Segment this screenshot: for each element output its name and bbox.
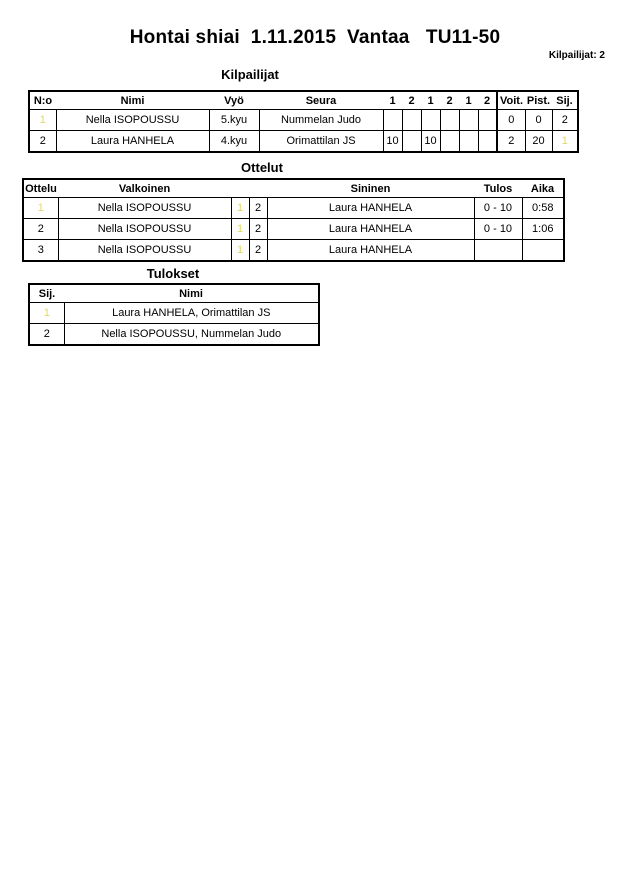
cell-blue-competitor-no: 2	[249, 219, 267, 240]
cell-score	[402, 131, 421, 153]
cell-match-no: 1	[23, 198, 58, 219]
cell-blue-name: Laura HANHELA	[267, 240, 474, 262]
col-header-voit: Voit.	[497, 91, 525, 110]
cell-score	[459, 110, 478, 131]
cell-blue-competitor-no: 2	[249, 240, 267, 262]
col-header-white-no	[231, 179, 249, 198]
col-header-score-4: 2	[440, 91, 459, 110]
cell-result	[474, 240, 522, 262]
cell-placement: 2	[29, 324, 64, 346]
ottelut-table	[22, 178, 565, 262]
cell-white-name: Nella ISOPOUSSU	[58, 219, 231, 240]
table-row	[23, 198, 564, 219]
cell-voit: 2	[497, 131, 525, 153]
cell-white-competitor-no: 1	[231, 198, 249, 219]
cell-white-name: Nella ISOPOUSSU	[58, 240, 231, 262]
page-title: Hontai shiai 1.11.2015 Vantaa TU11-50	[129, 27, 501, 48]
col-header-ottelu: Ottelu	[23, 179, 58, 198]
col-header-valkoinen: Valkoinen	[58, 179, 231, 198]
cell-blue-name: Laura HANHELA	[267, 219, 474, 240]
competitor-count: Kilpailijat: 2	[548, 50, 605, 61]
cell-match-no: 2	[23, 219, 58, 240]
cell-time: 0:58	[522, 198, 564, 219]
cell-score	[478, 110, 497, 131]
col-header-sij: Sij.	[29, 284, 64, 303]
cell-time: 1:06	[522, 219, 564, 240]
cell-nimi: Laura HANHELA	[56, 131, 209, 153]
ottelut-header-row	[23, 179, 564, 198]
col-header-score-6: 2	[478, 91, 497, 110]
cell-score	[478, 131, 497, 153]
cell-nimi: Nella ISOPOUSSU	[56, 110, 209, 131]
cell-pist: 0	[525, 110, 552, 131]
tulokset-header-row	[29, 284, 319, 303]
cell-name-club: Laura HANHELA, Orimattilan JS	[64, 303, 319, 324]
col-header-nimi: Nimi	[64, 284, 319, 303]
table-row	[29, 324, 319, 346]
cell-result: 0 - 10	[474, 219, 522, 240]
table-row	[29, 110, 578, 131]
col-header-score-5: 1	[459, 91, 478, 110]
cell-score	[440, 131, 459, 153]
cell-white-name: Nella ISOPOUSSU	[58, 198, 231, 219]
cell-voit: 0	[497, 110, 525, 131]
cell-time	[522, 240, 564, 262]
col-header-score-2: 2	[402, 91, 421, 110]
section-heading-kilpailijat: Kilpailijat	[221, 67, 279, 82]
cell-white-competitor-no: 1	[231, 219, 249, 240]
section-heading-ottelut: Ottelut	[241, 160, 283, 175]
tulokset-table	[28, 283, 320, 346]
col-header-aika: Aika	[522, 179, 564, 198]
cell-vyo: 4.kyu	[209, 131, 259, 153]
col-header-seura: Seura	[259, 91, 383, 110]
col-header-blue-no	[249, 179, 267, 198]
col-header-vyo: Vyö	[209, 91, 259, 110]
table-row	[29, 131, 578, 153]
cell-seura: Orimattilan JS	[259, 131, 383, 153]
cell-blue-name: Laura HANHELA	[267, 198, 474, 219]
cell-blue-competitor-no: 2	[249, 198, 267, 219]
cell-score	[421, 110, 440, 131]
col-header-sininen: Sininen	[267, 179, 474, 198]
table-row	[23, 219, 564, 240]
col-header-pist: Pist.	[525, 91, 552, 110]
cell-white-competitor-no: 1	[231, 240, 249, 262]
cell-sij: 2	[552, 110, 578, 131]
cell-score	[440, 110, 459, 131]
cell-match-no: 3	[23, 240, 58, 262]
col-header-score-1: 1	[383, 91, 402, 110]
col-header-nimi: Nimi	[56, 91, 209, 110]
col-header-tulos: Tulos	[474, 179, 522, 198]
table-row	[29, 303, 319, 324]
cell-score	[402, 110, 421, 131]
cell-score	[383, 110, 402, 131]
cell-no: 2	[29, 131, 56, 153]
cell-placement: 1	[29, 303, 64, 324]
table-row	[23, 240, 564, 262]
kilpailijat-header-row	[29, 91, 578, 110]
cell-no: 1	[29, 110, 56, 131]
kilpailijat-table	[28, 90, 579, 153]
cell-sij: 1	[552, 131, 578, 153]
cell-score: 10	[421, 131, 440, 153]
section-heading-tulokset: Tulokset	[146, 266, 200, 281]
cell-name-club: Nella ISOPOUSSU, Nummelan Judo	[64, 324, 319, 346]
col-header-sij: Sij.	[552, 91, 578, 110]
cell-result: 0 - 10	[474, 198, 522, 219]
cell-score	[459, 131, 478, 153]
cell-seura: Nummelan Judo	[259, 110, 383, 131]
col-header-score-3: 1	[421, 91, 440, 110]
col-header-no: N:o	[29, 91, 56, 110]
cell-vyo: 5.kyu	[209, 110, 259, 131]
cell-pist: 20	[525, 131, 552, 153]
cell-score: 10	[383, 131, 402, 153]
